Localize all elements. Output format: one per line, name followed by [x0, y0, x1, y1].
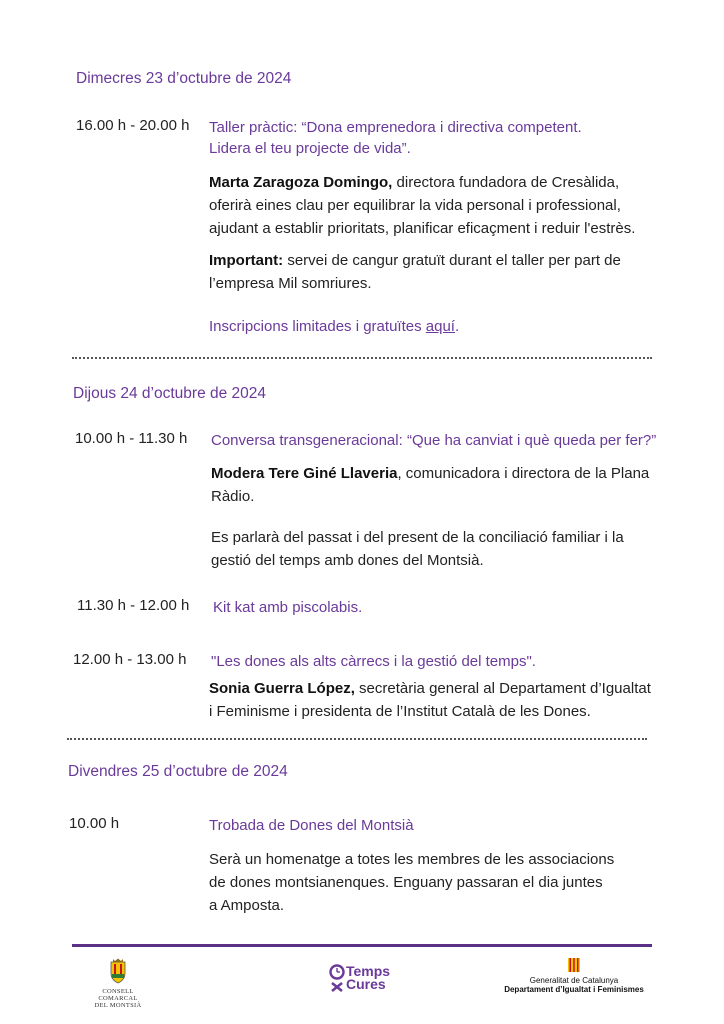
cc-line2: DEL MONTSIÀ	[94, 1002, 142, 1009]
day1-speaker-name: Marta Zaragoza Domingo,	[209, 174, 393, 191]
day1-speaker-line2: oferirà eines clau per equilibrar la vida personal i professional,	[209, 197, 621, 214]
day2-session3-speaker	[209, 677, 699, 723]
senyera-icon	[494, 958, 654, 976]
consell-comarcal-logo	[88, 958, 148, 1009]
day2-date: Dijous 24 d’octubre de 2024	[73, 385, 267, 402]
day1-important-text: servei de cangur gratuït durant el taller per part de	[283, 252, 621, 269]
day2-session2-time: 11.30 h - 12.00 h	[77, 597, 190, 614]
day1-speaker-line3: ajudant a establir prioritats, planificar eficaçment i reduir l'estrès.	[209, 220, 636, 237]
day3-description	[209, 848, 689, 917]
footer-rule	[72, 944, 652, 947]
day3-desc-line2: de dones montsianenques. Enguany passaran el dia juntes	[209, 874, 603, 891]
venus-clock-icon	[328, 962, 346, 992]
cc-line1: CONSELL COMARCAL	[98, 988, 138, 1002]
day2-session1-description	[211, 526, 691, 572]
s3-speaker-role: secretària general al Departament d’Igualtat	[354, 680, 651, 697]
day1-inscriptions	[209, 318, 459, 335]
day1-speaker-role: directora fundadora de Cresàlida,	[392, 174, 620, 191]
day1-date: Dimecres 23 d’octubre de 2024	[76, 70, 292, 87]
tc-line1: Temps	[346, 963, 391, 979]
gen-line1: Generalitat de Catalunya	[529, 976, 619, 985]
day1-title-line2: Lidera el teu projecte de vida”.	[209, 140, 411, 157]
day1-title	[209, 117, 679, 159]
temps-cures-logo	[328, 962, 398, 992]
inscriptions-end: .	[454, 318, 460, 335]
day1-important	[209, 249, 689, 295]
day3-time: 10.00 h	[69, 815, 120, 832]
moderator-line2: Ràdio.	[211, 488, 255, 505]
section-divider	[72, 357, 652, 359]
tc-line2: Cures	[346, 976, 386, 992]
day1-important-label: Important:	[209, 252, 284, 269]
section-divider	[67, 738, 647, 740]
day2-session1-title: Conversa transgeneracional: “Que ha canviat i què queda per fer?”	[211, 432, 657, 449]
day2-session1-time: 10.00 h - 11.30 h	[75, 430, 188, 447]
day2-session3-title: "Les dones als alts càrrecs i la gestió del temps".	[211, 653, 536, 670]
moderator-role: , comunicadora i directora de la Plana	[397, 465, 650, 482]
moderator-name: Modera Tere Giné Llaveria	[211, 465, 398, 482]
generalitat-logo	[494, 958, 654, 994]
coat-of-arms-icon	[88, 958, 148, 988]
day3-date: Divendres 25 d’octubre de 2024	[68, 763, 288, 780]
day1-title-line1: Taller pràctic: “Dona emprenedora i directiva competent.	[209, 119, 582, 136]
day2-session1-moderator	[211, 462, 691, 508]
s3-speaker-line2: i Feminisme i presidenta de l’Institut Català de les Dones.	[209, 703, 591, 720]
day2-session2-title: Kit kat amb piscolabis.	[213, 599, 363, 616]
desc-line1: Es parlarà del passat i del present de la conciliació familiar i la	[211, 529, 624, 546]
inscriptions-link[interactable]: aquí	[425, 318, 455, 335]
day3-desc-line3: a Amposta.	[209, 897, 285, 914]
day1-important-line2: l’empresa Mil somriures.	[209, 275, 372, 292]
s3-speaker-name: Sonia Guerra López,	[209, 680, 355, 697]
day3-desc-line1: Serà un homenatge a totes les membres de les associacions	[209, 851, 615, 868]
day1-speaker	[209, 171, 689, 240]
desc-line2: gestió del temps amb dones del Montsià.	[211, 552, 484, 569]
day3-title: Trobada de Dones del Montsià	[209, 817, 414, 834]
gen-line2: Departament d’Igualtat i Feminismes	[504, 985, 644, 994]
inscriptions-text: Inscripcions limitades i gratuïtes	[209, 318, 426, 335]
day1-time: 16.00 h - 20.00 h	[76, 117, 190, 134]
day2-session3-time: 12.00 h - 13.00 h	[73, 651, 187, 668]
